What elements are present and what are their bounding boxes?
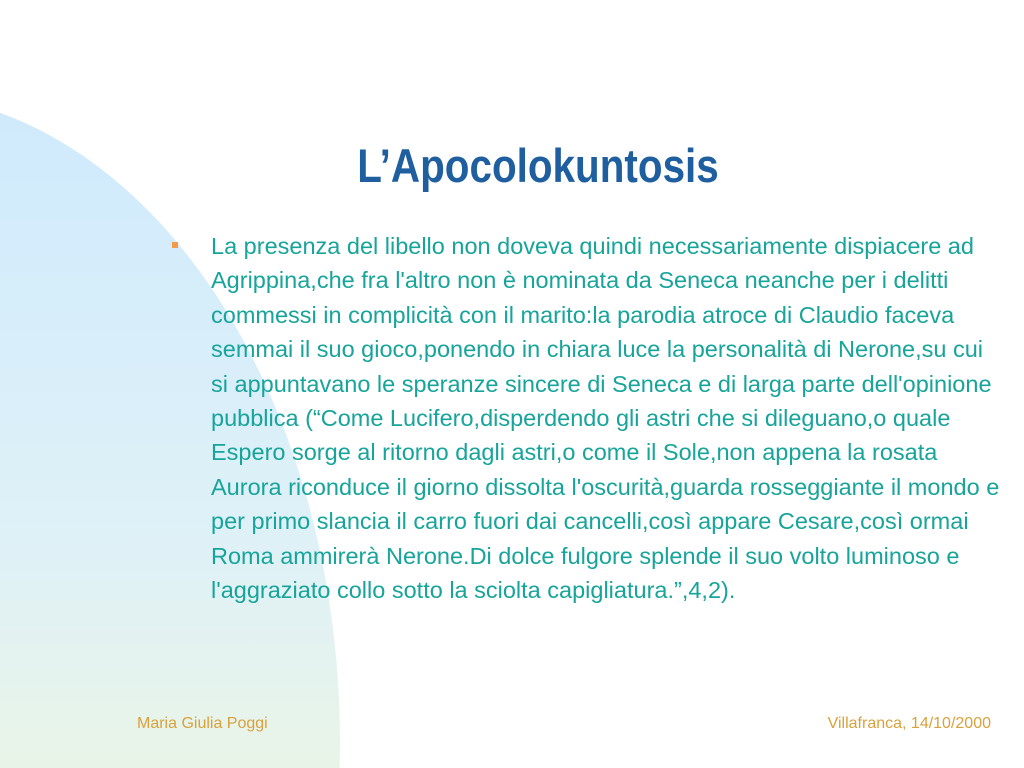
slide-body-text: La presenza del libello non doveva quindi necessariamente dispiacere ad Agrippina,che fra l'altro non è nominata da Seneca neanche per i delitti commessi in complicità con il marito:la parodia atroce di Claudio faceva semmai il suo gioco,ponendo in chiara luce la personalità di Nerone,su cui si appuntavano le speranze sincere di Seneca e di larga parte dell'opinione pubblica (“Come Lucifero,disperdendo gli astri che si dileguano,o quale Espero sorge al ritorno dagli astri,o come il Sole,non appena la rosata Aurora riconduce il giorno dissolta l'oscurità,guarda rosseggiante il mondo e per primo slancia il carro fuori dai cancelli,così appare Cesare,così ormai Roma ammirerà Nerone.Di dolce fulgore splende il suo volto luminoso e l'aggraziato collo sotto la sciolta capigliatura.”,4,2). xyxy=(211,233,1000,604)
footer-author: Maria Giulia Poggi xyxy=(137,715,268,732)
footer-place-date: Villafranca, 14/10/2000 xyxy=(827,715,991,732)
bullet-square-icon xyxy=(172,242,178,248)
slide-title: L’Apocolokuntosis xyxy=(357,139,719,192)
